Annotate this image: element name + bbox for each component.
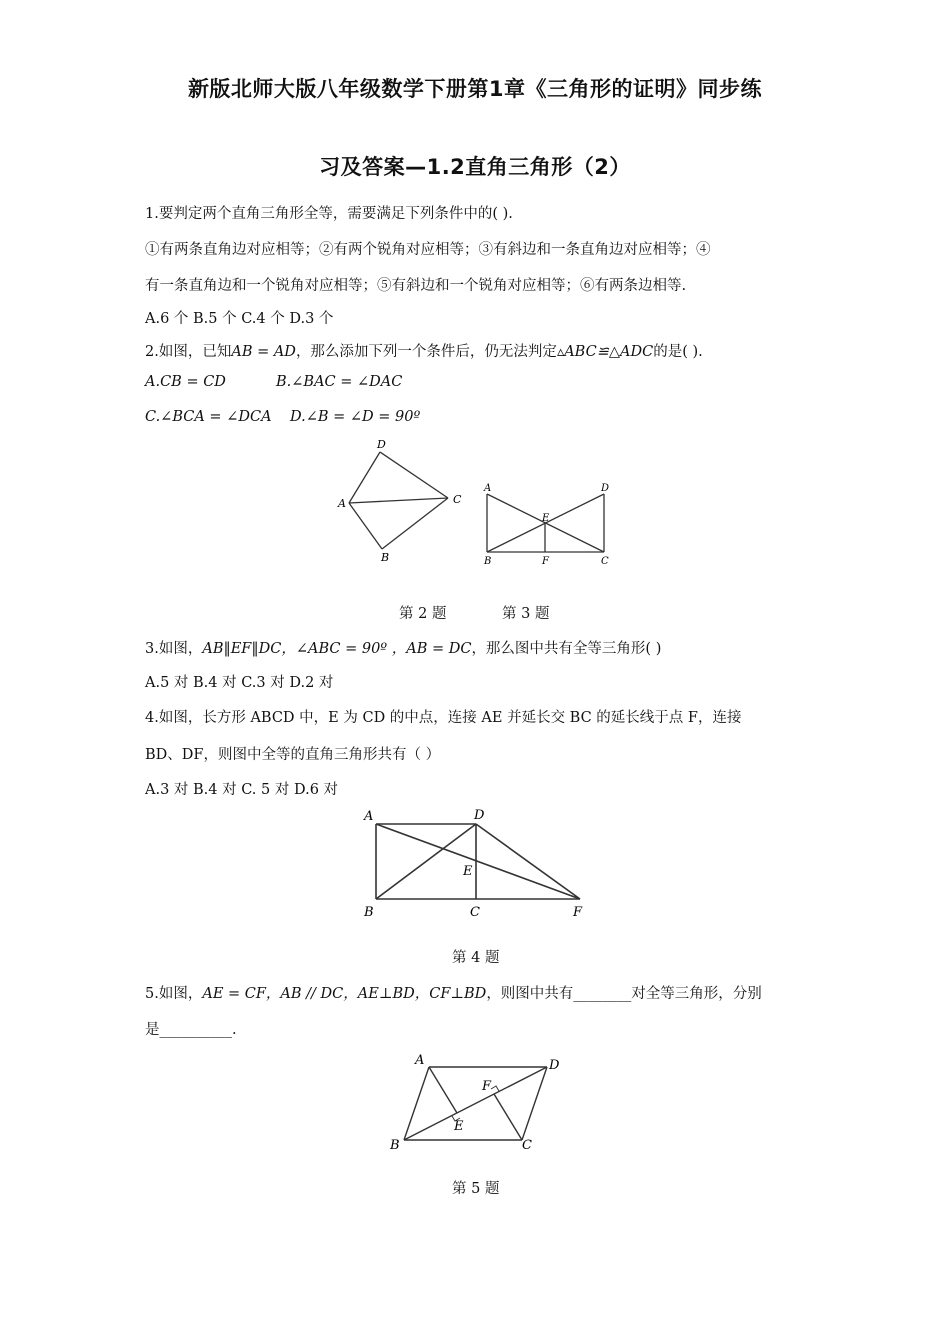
q4-stem-line-2: BD、DF，则图中全等的直角三角形共有（ ）: [145, 747, 441, 763]
q5-stem-suffix: ，则图中共有________对全等三角形，分别: [486, 986, 762, 1002]
fig4-label-c: C: [470, 905, 480, 920]
q2-stem-prefix: 2.如图，已知: [145, 344, 232, 360]
q5-stem-prefix: 5.如图，: [145, 986, 203, 1002]
q3-options: A.5 对 B.4 对 C.3 对 D.2 对: [145, 675, 334, 691]
q2-stem: [145, 340, 703, 361]
caption-figure-5: 第 5 题: [452, 1181, 500, 1197]
q2-option-b: B.∠BAC = ∠DAC: [276, 374, 403, 390]
fig4-label-e: E: [463, 864, 473, 879]
caption-figure-3: 第 3 题: [502, 606, 550, 622]
q5-line-2: 是__________.: [145, 1022, 237, 1038]
q2-option-c: C.∠BCA = ∠DCA: [145, 409, 272, 425]
q4-options: A.3 对 B.4 对 C. 5 对 D.6 对: [145, 782, 339, 798]
fig5-label-b: B: [390, 1138, 400, 1153]
fig4-seg-df: [476, 824, 580, 899]
fig2-seg-ac: [349, 498, 448, 503]
fig5-label-d: D: [549, 1058, 560, 1073]
fig3-label-f: F: [542, 556, 549, 567]
caption-figure-2: 第 2 题: [399, 606, 447, 622]
title-line-1: 新版北师大版八年级数学下册第1章《三角形的证明》同步练: [187, 77, 763, 101]
fig3-label-e: E: [542, 513, 550, 524]
fig5-label-f: F: [482, 1079, 492, 1094]
q1-conditions-line-1: ①有两条直角边对应相等；②有两个锐角对应相等；③有斜边和一条直角边对应相等；④: [145, 242, 711, 258]
fig2-seg-dc: [380, 452, 448, 498]
fig4-label-a: A: [364, 809, 374, 824]
fig5-seg-ae: [429, 1067, 457, 1113]
fig5-label-c: C: [522, 1138, 532, 1153]
q3-stem-prefix: 3.如图，: [145, 641, 203, 657]
fig2-label-b: B: [381, 551, 390, 564]
fig2-seg-ad: [349, 452, 380, 503]
q3-stem-math: AB‖EF‖DC，∠ABC = 90º ，AB = DC: [202, 641, 472, 657]
q5-stem-math: AE = CF，AB // DC，AE⊥BD，CF⊥BD: [202, 986, 487, 1002]
fig2-label-a: A: [338, 497, 346, 510]
fig5-right-angle-f: [491, 1086, 499, 1091]
title-line-2: 习及答案—1.2直角三角形（2）: [319, 155, 631, 179]
q1-conditions-line-2: 有一条直角边和一个锐角对应相等；⑤有斜边和一个锐角对应相等；⑥有两条边相等.: [145, 278, 687, 294]
fig3-label-b: B: [484, 556, 492, 567]
fig3-label-d: D: [601, 483, 610, 494]
q2-option-d: D.∠B = ∠D = 90º: [290, 409, 421, 425]
fig2-label-d: D: [377, 438, 386, 451]
q1-options: A.6 个 B.5 个 C.4 个 D.3 个: [145, 311, 334, 327]
fig4-label-b: B: [364, 905, 374, 920]
fig5-seg-cf: [494, 1094, 522, 1140]
figure-3: [478, 480, 613, 575]
fig2-seg-ab: [349, 503, 382, 549]
q3-stem-suffix: ，那么图中共有全等三角形( ): [471, 641, 662, 657]
figure-5: [385, 1050, 570, 1160]
figure-4: [358, 803, 593, 923]
q2-option-a: A.CB = CD: [145, 374, 226, 390]
fig2-label-c: C: [453, 493, 462, 506]
figure-2: [335, 435, 465, 570]
q2-stem-math-1: AB = AD: [231, 344, 296, 360]
fig4-label-f: F: [573, 905, 583, 920]
fig5-label-e: E: [454, 1119, 464, 1134]
fig4-label-d: D: [474, 808, 485, 823]
q2-stem-mid: ，那么添加下列一个条件后，仍无法判定: [295, 344, 557, 360]
fig2-seg-bc: [382, 498, 448, 549]
fig4-seg-bd: [376, 824, 476, 899]
q2-stem-math-2: ▵ABC≌△ADC: [556, 344, 654, 360]
q1-stem: 1.要判定两个直角三角形全等，需要满足下列条件中的( ).: [145, 206, 513, 222]
fig3-label-c: C: [601, 556, 609, 567]
q3-stem: [145, 637, 661, 658]
q4-stem-line-1: 4.如图，长方形 ABCD 中，E 为 CD 的中点，连接 AE 并延长交 BC 的延长线于点 F，连接: [145, 710, 742, 726]
fig4-seg-af: [376, 824, 580, 899]
fig5-label-a: A: [415, 1053, 425, 1068]
fig3-label-a: A: [484, 483, 492, 494]
q5-stem: [145, 982, 762, 1003]
q2-stem-suffix: 的是( ).: [653, 344, 703, 360]
caption-figure-4: 第 4 题: [452, 950, 500, 966]
